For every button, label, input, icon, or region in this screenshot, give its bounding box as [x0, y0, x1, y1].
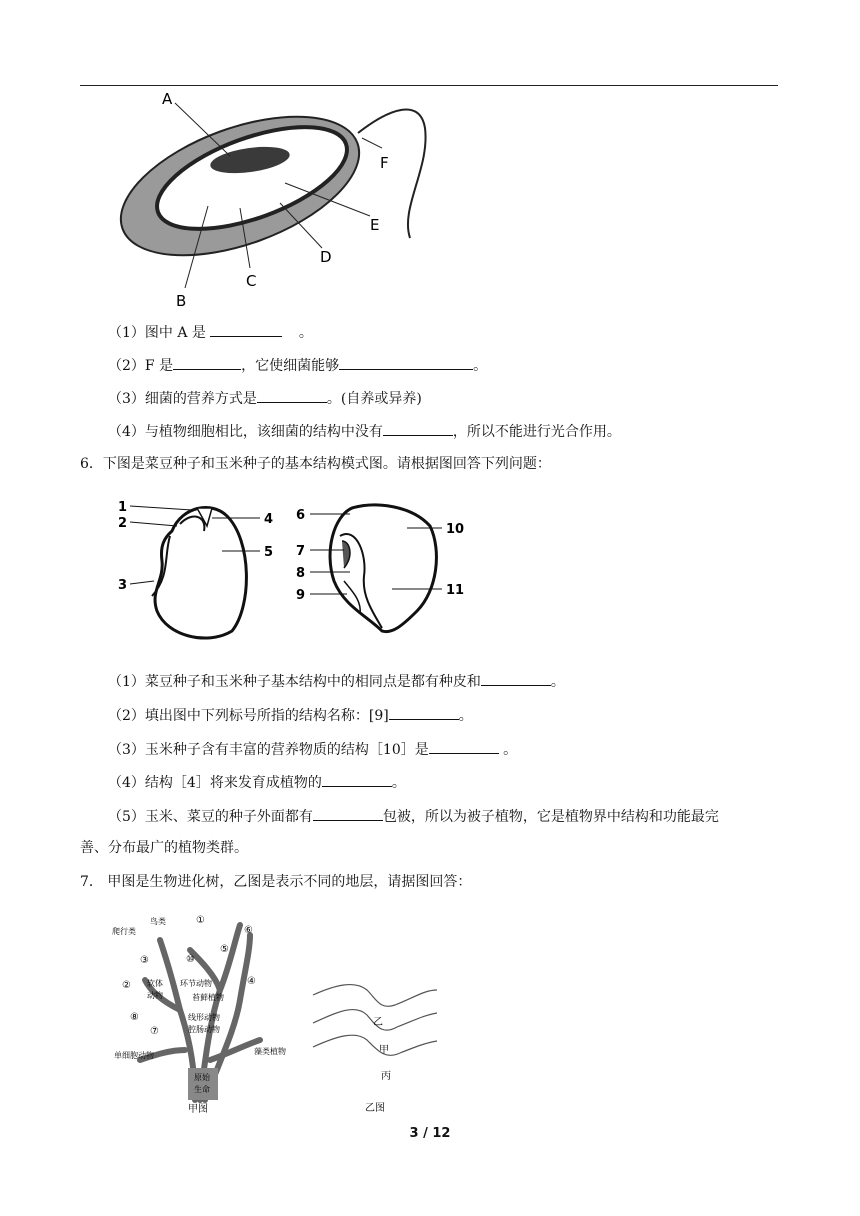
stratum-yi: 乙 [373, 1017, 383, 1028]
q1-text: （1）图中 A 是 [108, 325, 206, 341]
q6-p3-text: （3）玉米种子含有丰富的营养物质的结构［10］是 [108, 742, 429, 758]
q7-title: 7． 甲图是生物进化树，乙图是表示不同的地层，请据图回答： [80, 874, 472, 890]
tree-caption: 甲图 [188, 1104, 208, 1115]
tree-circle-1: ① [196, 915, 205, 926]
q6-p2 [108, 704, 473, 726]
corn-label-11: 11 [446, 583, 465, 598]
q2-end: 。 [473, 358, 488, 374]
evolution-tree [100, 910, 310, 1118]
tree-unicell: 单细胞动物 [114, 1051, 154, 1060]
page-number: 3 / 12 [409, 1126, 451, 1141]
tree-origin-1: 原始 [194, 1073, 210, 1082]
strata-caption: 乙图 [365, 1103, 385, 1114]
tree-mollusk-2: 动物 [147, 991, 163, 1000]
tree-coelenterate: 腔肠动物 [188, 1025, 220, 1034]
strata-diagram [305, 975, 445, 1115]
q6-p1 [108, 670, 565, 692]
bean-label-4: 4 [264, 512, 274, 527]
tree-circle-4: ④ [247, 976, 256, 987]
label-B: B [176, 292, 187, 310]
q2-blank2[interactable] [339, 354, 473, 370]
bacteria-q1 [108, 321, 313, 343]
label-E: E [370, 216, 380, 234]
tree-circle-6: ⑥ [244, 925, 253, 936]
tree-bird: 鸟类 [150, 917, 166, 926]
q6-title: 6．下图是菜豆种子和玉米种子的基本结构模式图。请根据图回答下列问题： [80, 456, 551, 472]
q6-p5 [108, 805, 719, 827]
tree-circle-7: ⑦ [150, 1026, 159, 1037]
q6-p4-end: 。 [391, 775, 406, 791]
q6-p2-blank[interactable] [389, 704, 459, 720]
tree-reptile: 爬行类 [112, 927, 136, 936]
tree-algae: 藻类植物 [254, 1047, 286, 1056]
stratum-jia: 甲 [379, 1045, 389, 1056]
tree-moss: 苔藓植物 [192, 993, 224, 1002]
q6-p1-blank[interactable] [481, 670, 551, 686]
tree-origin-2: 生命 [194, 1085, 210, 1094]
corn-label-10: 10 [446, 522, 465, 537]
q1-end: 。 [298, 325, 313, 341]
tree-circle-8: ⑧ [130, 1012, 139, 1023]
tree-circle-10: ⑩ [186, 954, 195, 965]
tree-circle-3: ③ [140, 955, 149, 966]
bean-label-1: 1 [118, 500, 128, 515]
bacteria-q2 [108, 354, 487, 376]
corn-label-6: 6 [296, 508, 306, 523]
q6-p5-text: （5）玉米、菜豆的种子外面都有 [108, 809, 313, 825]
q6-p2-text: （2）填出图中下列标号所指的结构名称：[9] [108, 708, 389, 724]
q3-blank[interactable] [257, 387, 327, 403]
q6-p1-text: （1）菜豆种子和玉米种子基本结构中的相同点是都有种皮和 [108, 674, 481, 690]
q1-blank[interactable] [210, 321, 282, 337]
bacteria-cell [103, 89, 426, 284]
seed-diagram [112, 496, 482, 646]
q6-p5-continued: 善、分布最广的植物类群。 [80, 840, 248, 856]
bean-label-2: 2 [118, 516, 128, 531]
stratum-bing: 丙 [381, 1071, 391, 1082]
label-F: F [380, 154, 389, 172]
bacteria-q4 [108, 420, 621, 442]
bean-seed [152, 508, 246, 638]
tree-circle-5: ⑤ [220, 944, 229, 955]
label-C: C [246, 272, 257, 290]
q2-blank1[interactable] [173, 354, 241, 370]
q6-p3 [108, 738, 517, 760]
label-A: A [162, 90, 173, 108]
bacteria-q3 [108, 387, 422, 409]
q3-end: 。(自养或异养) [326, 391, 422, 407]
q6-p4-text: （4）结构［4］将来发育成植物的 [108, 775, 322, 791]
q6-p3-blank[interactable] [429, 738, 499, 754]
tree-circle-2: ② [122, 980, 131, 991]
q6-p4 [108, 771, 406, 793]
header-rule [80, 85, 778, 86]
q6-p5-blank[interactable] [313, 805, 383, 821]
q6-p2-end: 。 [458, 708, 473, 724]
bacteria-diagram [100, 88, 430, 310]
q4-blank[interactable] [383, 420, 453, 436]
tree-mollusk-1: 软体 [147, 979, 163, 988]
q4-end: ，所以不能进行光合作用。 [452, 424, 621, 440]
bean-label-5: 5 [264, 545, 274, 560]
q6-p3-end: 。 [498, 742, 518, 758]
q2-text: （2）F 是 [108, 358, 174, 374]
corn-seed [330, 505, 436, 632]
tree-annelid: 环节动物 [180, 979, 212, 988]
q2-mid: ，它使细菌能够 [241, 358, 340, 374]
corn-label-8: 8 [296, 566, 306, 581]
q4-text: （4）与植物细胞相比，该细菌的结构中没有 [108, 424, 383, 440]
corn-label-9: 9 [296, 588, 306, 603]
q3-text: （3）细菌的营养方式是 [108, 391, 257, 407]
tree-nematode: 线形动物 [188, 1013, 220, 1022]
label-D: D [320, 248, 332, 266]
q6-p1-end: 。 [550, 674, 565, 690]
q6-p5-end: 包被，所以为被子植物，它是植物界中结构和功能最完 [382, 809, 719, 825]
q6-p4-blank[interactable] [322, 771, 392, 787]
bean-label-3: 3 [118, 578, 128, 593]
corn-label-7: 7 [296, 544, 306, 559]
